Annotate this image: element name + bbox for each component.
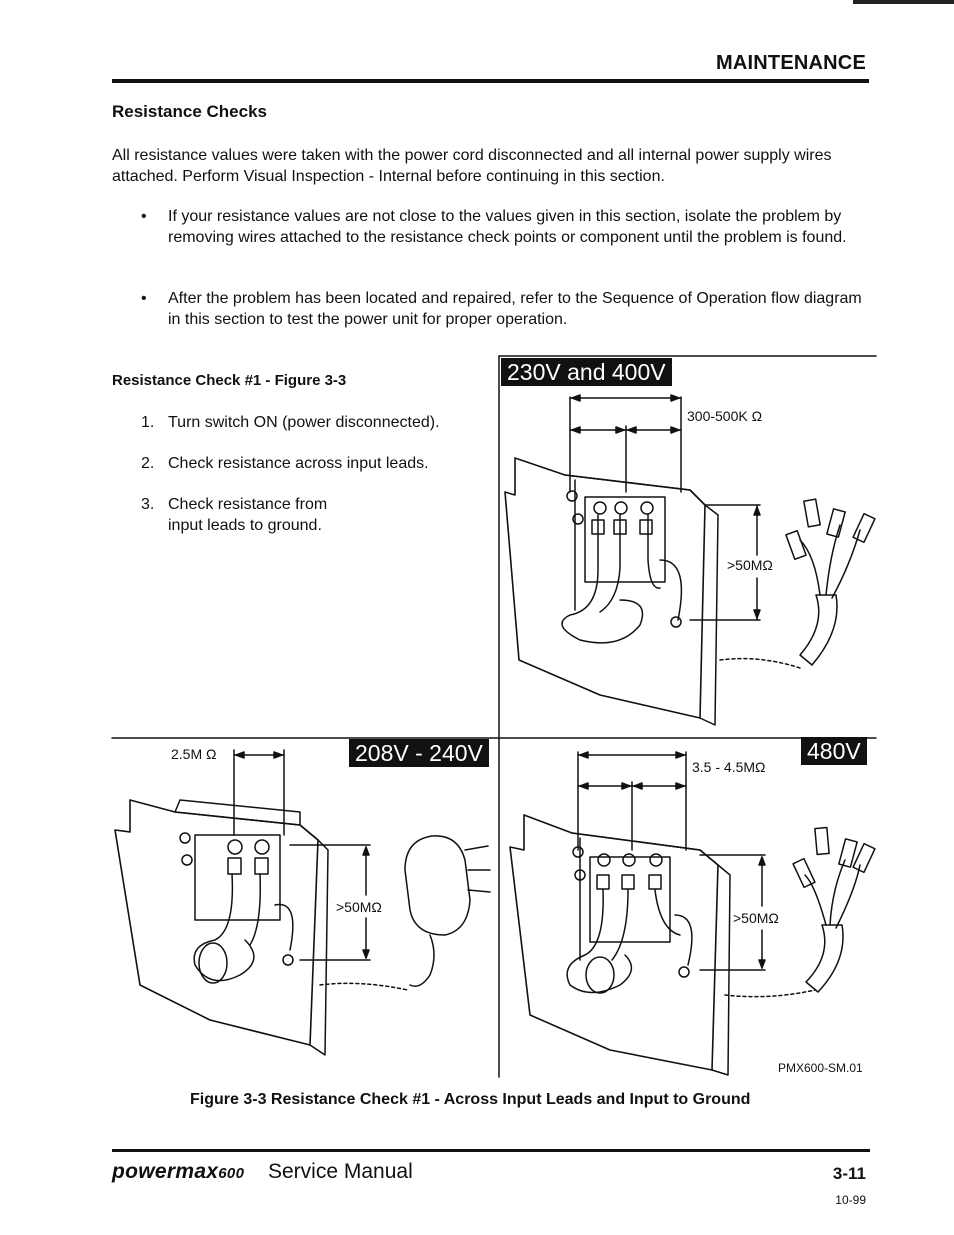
across-leads-value: 2.5M Ω xyxy=(171,746,217,762)
step-text: Check resistance from input leads to ground. xyxy=(168,496,328,534)
voltage-label-208v-240v: 208V - 240V xyxy=(349,739,489,767)
power-unit-drawing xyxy=(510,815,730,1075)
voltage-label-480v: 480V xyxy=(801,737,867,765)
step-number: 3. xyxy=(141,496,155,513)
bullet-text: After the problem has been located and repaired, refer to the Sequence of Operation flow diagram in this section to test the power unit for proper operation. xyxy=(168,290,862,328)
figure-caption: Figure 3-3 Resistance Check #1 - Across Input Leads and Input to Ground xyxy=(190,1091,751,1108)
ground-value: >50MΩ xyxy=(733,910,779,926)
brand-logo xyxy=(112,1160,244,1184)
step-text: Check resistance across input leads. xyxy=(168,455,429,472)
intro-paragraph: All resistance values were taken with the power cord disconnected and all internal power supply wires attached. Perform Visual Inspection - Internal before continuing in this section. xyxy=(112,147,832,185)
power-unit-drawing xyxy=(115,800,328,1055)
bullet-dot: • xyxy=(141,290,147,307)
ground-value: >50MΩ xyxy=(727,557,773,573)
figure-code: PMX600-SM.01 xyxy=(778,1061,863,1075)
across-leads-value: 300-500K Ω xyxy=(687,408,763,424)
footer-rule xyxy=(112,1149,870,1152)
revision-date: 10-99 xyxy=(835,1193,866,1207)
bullet-dot: • xyxy=(141,208,147,225)
bullet-text: If your resistance values are not close to the values given in this section, isolate the problem by removing wires attached to the resistance check points or component until the problem is found. xyxy=(168,208,847,246)
step-text: Turn switch ON (power disconnected). xyxy=(168,414,440,431)
check1-heading: Resistance Check #1 - Figure 3-3 xyxy=(112,372,347,389)
resistance-checks-heading: Resistance Checks xyxy=(112,102,267,121)
brand-name: powermax xyxy=(112,1160,219,1183)
step-number: 1. xyxy=(141,414,155,431)
section-title: MAINTENANCE xyxy=(716,52,866,74)
across-leads-value: 3.5 - 4.5MΩ xyxy=(692,759,766,775)
manual-title: Service Manual xyxy=(268,1160,413,1183)
power-unit-drawing xyxy=(505,458,718,725)
step-number: 2. xyxy=(141,455,155,472)
page-number: 3-11 xyxy=(832,1164,866,1183)
brand-number: 600 xyxy=(218,1165,245,1182)
ground-value: >50MΩ xyxy=(336,899,382,915)
voltage-label-230v-400v: 230V and 400V xyxy=(501,358,672,386)
